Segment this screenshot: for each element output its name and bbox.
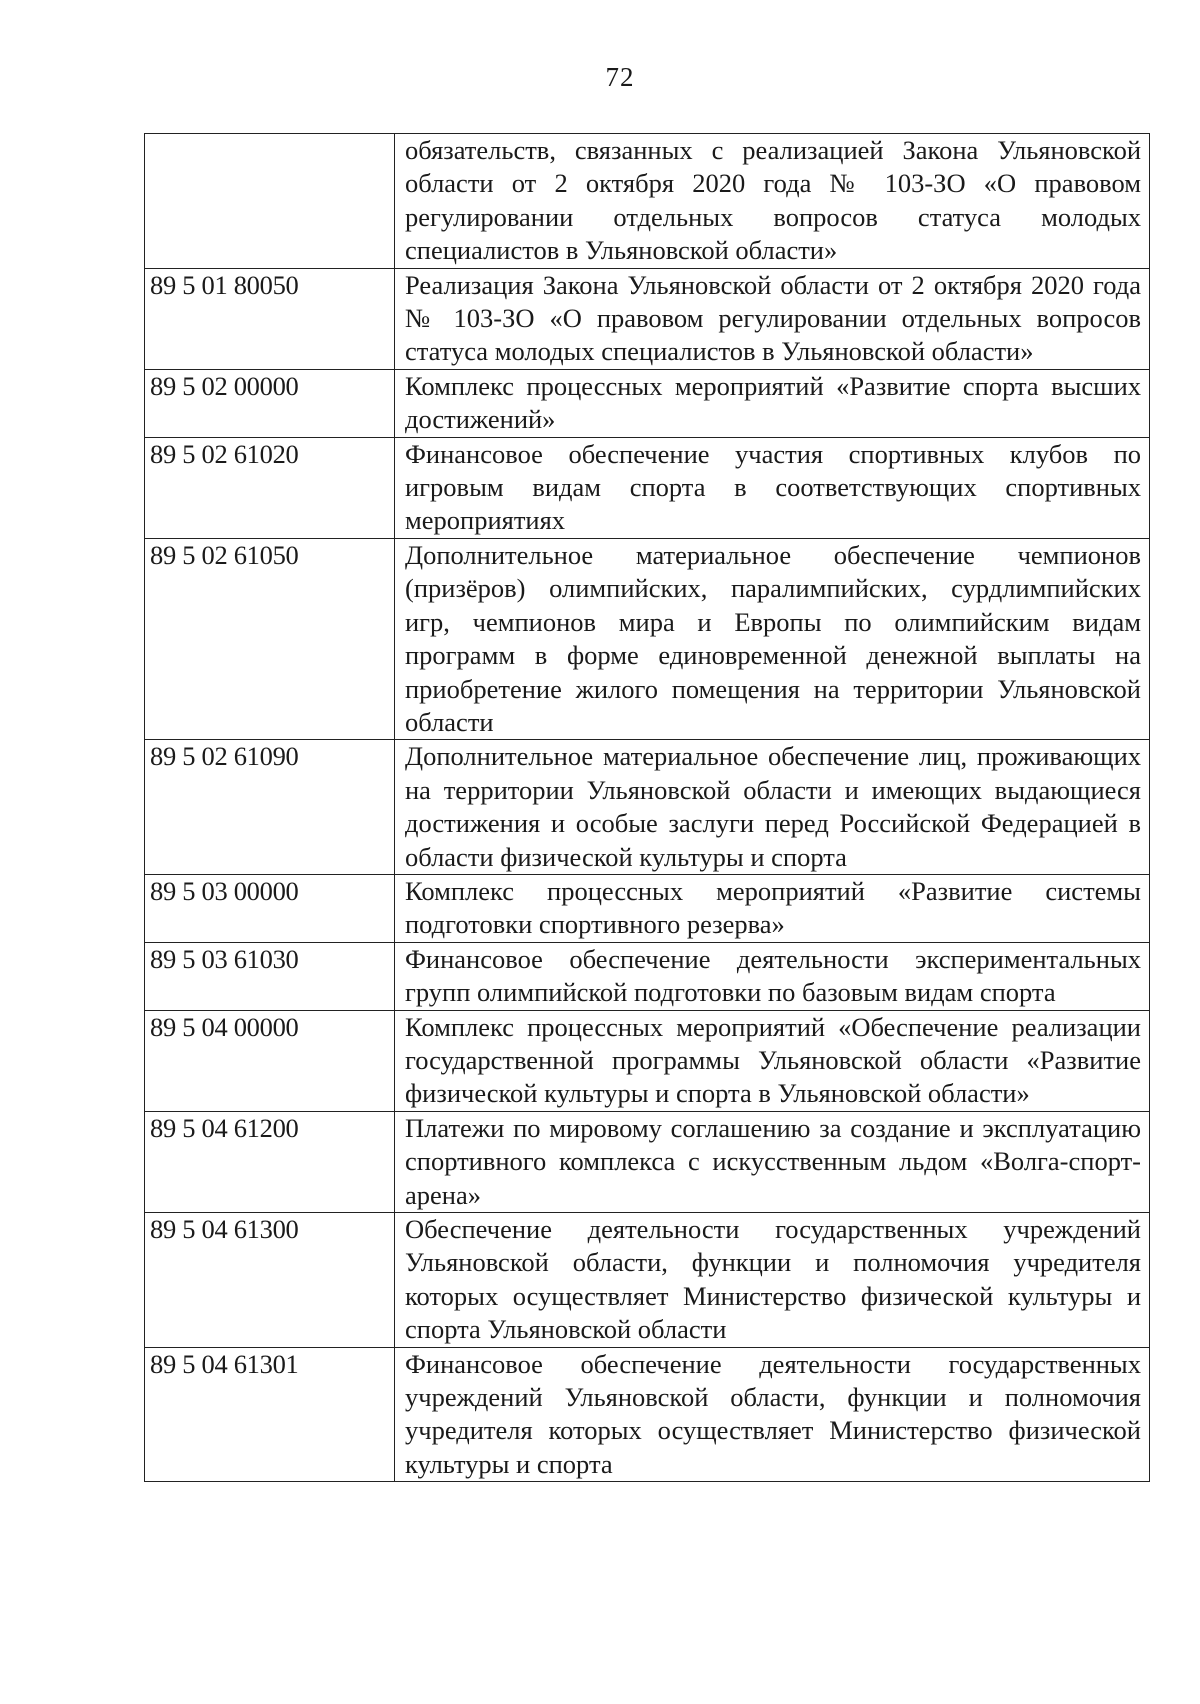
- row-description: Финансовое обеспечение деятельности государственных учреждений Ульяновской области, функции и полномочия учредителя которых осуществляет Министерство физической культуры и спорта: [395, 1347, 1150, 1482]
- table-row: [145, 538, 1150, 739]
- row-description: Финансовое обеспечение участия спортивных клубов по игровым видам спорта в соответствующих спортивных мероприятиях: [395, 437, 1150, 538]
- row-description: Дополнительное материальное обеспечение лиц, проживающих на территории Ульяновской области и имеющих выдающиеся достижения и особые заслуги перед Российской Федерацией в области физической культуры и спорта: [395, 740, 1150, 875]
- row-description: Финансовое обеспечение деятельности экспериментальных групп олимпийской подготовки по базовым видам спорта: [395, 942, 1150, 1010]
- table-row: [145, 437, 1150, 538]
- row-code: 89 5 04 61300: [145, 1213, 395, 1348]
- table-row: [145, 942, 1150, 1010]
- row-description: Комплекс процессных мероприятий «Развитие системы подготовки спортивного резерва»: [395, 874, 1150, 942]
- row-code: 89 5 01 80050: [145, 268, 395, 369]
- row-code: 89 5 03 00000: [145, 874, 395, 942]
- table-row: [145, 268, 1150, 369]
- table-row: [145, 1010, 1150, 1111]
- table-row: [145, 1213, 1150, 1348]
- row-code: 89 5 03 61030: [145, 942, 395, 1010]
- row-code: 89 5 04 61200: [145, 1111, 395, 1212]
- row-code: [145, 134, 395, 269]
- row-description: Обеспечение деятельности государственных учреждений Ульяновской области, функции и полномочия учредителя которых осуществляет Министерство физической культуры и спорта Ульяновской области: [395, 1213, 1150, 1348]
- table-row: [145, 1111, 1150, 1212]
- budget-classification-table: [144, 133, 1150, 1482]
- table-row: [145, 1347, 1150, 1482]
- row-code: 89 5 02 61020: [145, 437, 395, 538]
- table-row: [145, 874, 1150, 942]
- row-description: Реализация Закона Ульяновской области от 2 октября 2020 года № 103-ЗО «О правовом регулировании отдельных вопросов статуса молодых специалистов в Ульяновской области»: [395, 268, 1150, 369]
- table-row: [145, 740, 1150, 875]
- row-description: Комплекс процессных мероприятий «Обеспечение реализации государственной программы Ульяновской области «Развитие физической культуры и спорта в Ульяновской области»: [395, 1010, 1150, 1111]
- row-description: Платежи по мировому соглашению за создание и эксплуатацию спортивного комплекса с искусственным льдом «Волга-спорт-арена»: [395, 1111, 1150, 1212]
- row-description: Дополнительное материальное обеспечение чемпионов (призёров) олимпийских, паралимпийских, сурдлимпийских игр, чемпионов мира и Европы по олимпийским видам программ в форме единовременной денежной выплаты на приобретение жилого помещения на территории Ульяновской области: [395, 538, 1150, 739]
- row-description: Комплекс процессных мероприятий «Развитие спорта высших достижений»: [395, 369, 1150, 437]
- row-code: 89 5 02 00000: [145, 369, 395, 437]
- row-code: 89 5 02 61090: [145, 740, 395, 875]
- row-code: 89 5 04 61301: [145, 1347, 395, 1482]
- row-code: 89 5 04 00000: [145, 1010, 395, 1111]
- table-row: [145, 369, 1150, 437]
- table-row: [145, 134, 1150, 269]
- page-number: 72: [605, 62, 635, 92]
- row-description: обязательств, связанных с реализацией Закона Ульяновской области от 2 октября 2020 года № 103-ЗО «О правовом регулировании отдельных вопросов статуса молодых специалистов в Ульяновской области»: [395, 134, 1150, 269]
- row-code: 89 5 02 61050: [145, 538, 395, 739]
